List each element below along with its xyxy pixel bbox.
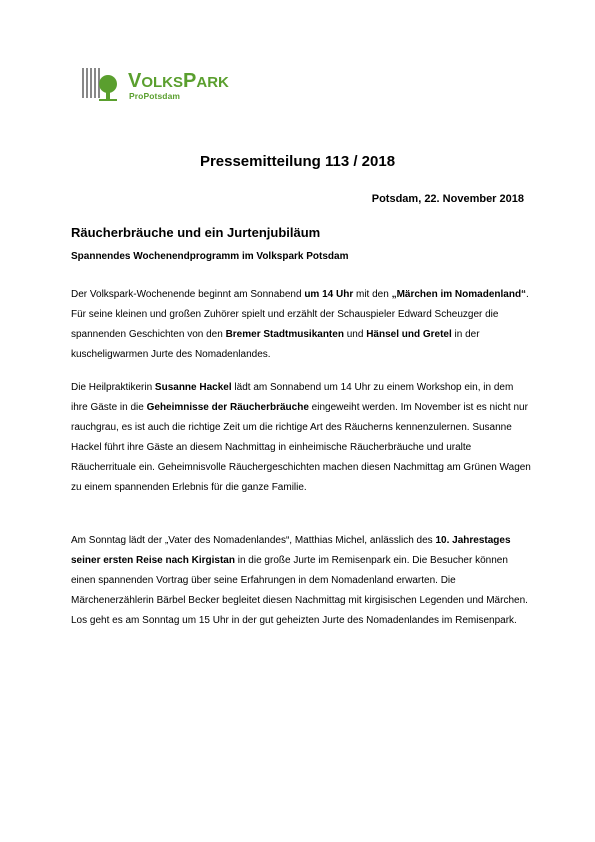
dateline: Potsdam, 22. November 2018 (371, 193, 524, 205)
brand-wordmark: VOLKSPARK (128, 70, 229, 92)
brand-subtitle: ProPotsdam (129, 91, 181, 101)
paragraph-3: Am Sonntag lädt der „Vater des Nomadenlandes“, Matthias Michel, anlässlich des 10. Jahrestages seiner ersten Reise nach Kirgistan in die große Jurte im Remisenpark ein. Die Besucher können einen spannenden Vortrag über seine Erfahrungen in dem Nomadenland erwarten. Die Märchenerzählerin Bärbel Becker begleitet diesen Nachmittag mit kirgisischen Legenden und Märchen. Los geht es am Sonntag um 15 Uhr in der gut geheizten Jurte des Nomadenlandes im Remisenpark. (71, 535, 528, 626)
subheadline: Spannendes Wochenendprogramm im Volkspark Potsdam (71, 251, 349, 262)
volkspark-logo (82, 66, 252, 106)
press-release-title: Pressemitteilung 113 / 2018 (199, 153, 396, 170)
paragraph-1: Der Volkspark-Wochenende beginnt am Sonnabend um 14 Uhr mit den „Märchen im Nomadenland“. Für seine kleinen und großen Zuhörer spielt und erzählt der Schauspieler Edward Scheuzger die spannenden Geschichten von den Bremer Stadtmusikanten und Hänsel und Gretel in der kuscheligwarmen Jurte des Nomadenlandes. (71, 289, 529, 360)
tree-logo-icon (82, 66, 122, 104)
paragraph-2: Die Heilpraktikerin Susanne Hackel lädt am Sonnabend um 14 Uhr zu einem Workshop ein, in dem ihre Gäste in die Geheimnisse der Räucherbräuche eingeweiht werden. Im November ist es nicht nur rauchgrau, es ist auch die richtige Zeit um die richtige Art des Räucherns kennenzulernen. Susanne Hackel führt ihre Gäste an diesem Nachmittag in einheimische Räucherbräuche und uralte Räucherrituale ein. Geheimnisvolle Räuchergeschichten machen diesen Nachmittag am Grünen Wagen zu einem spannenden Erlebnis für die ganze Familie. (71, 382, 531, 493)
headline: Räucherbräuche und ein Jurtenjubiläum (71, 225, 321, 240)
